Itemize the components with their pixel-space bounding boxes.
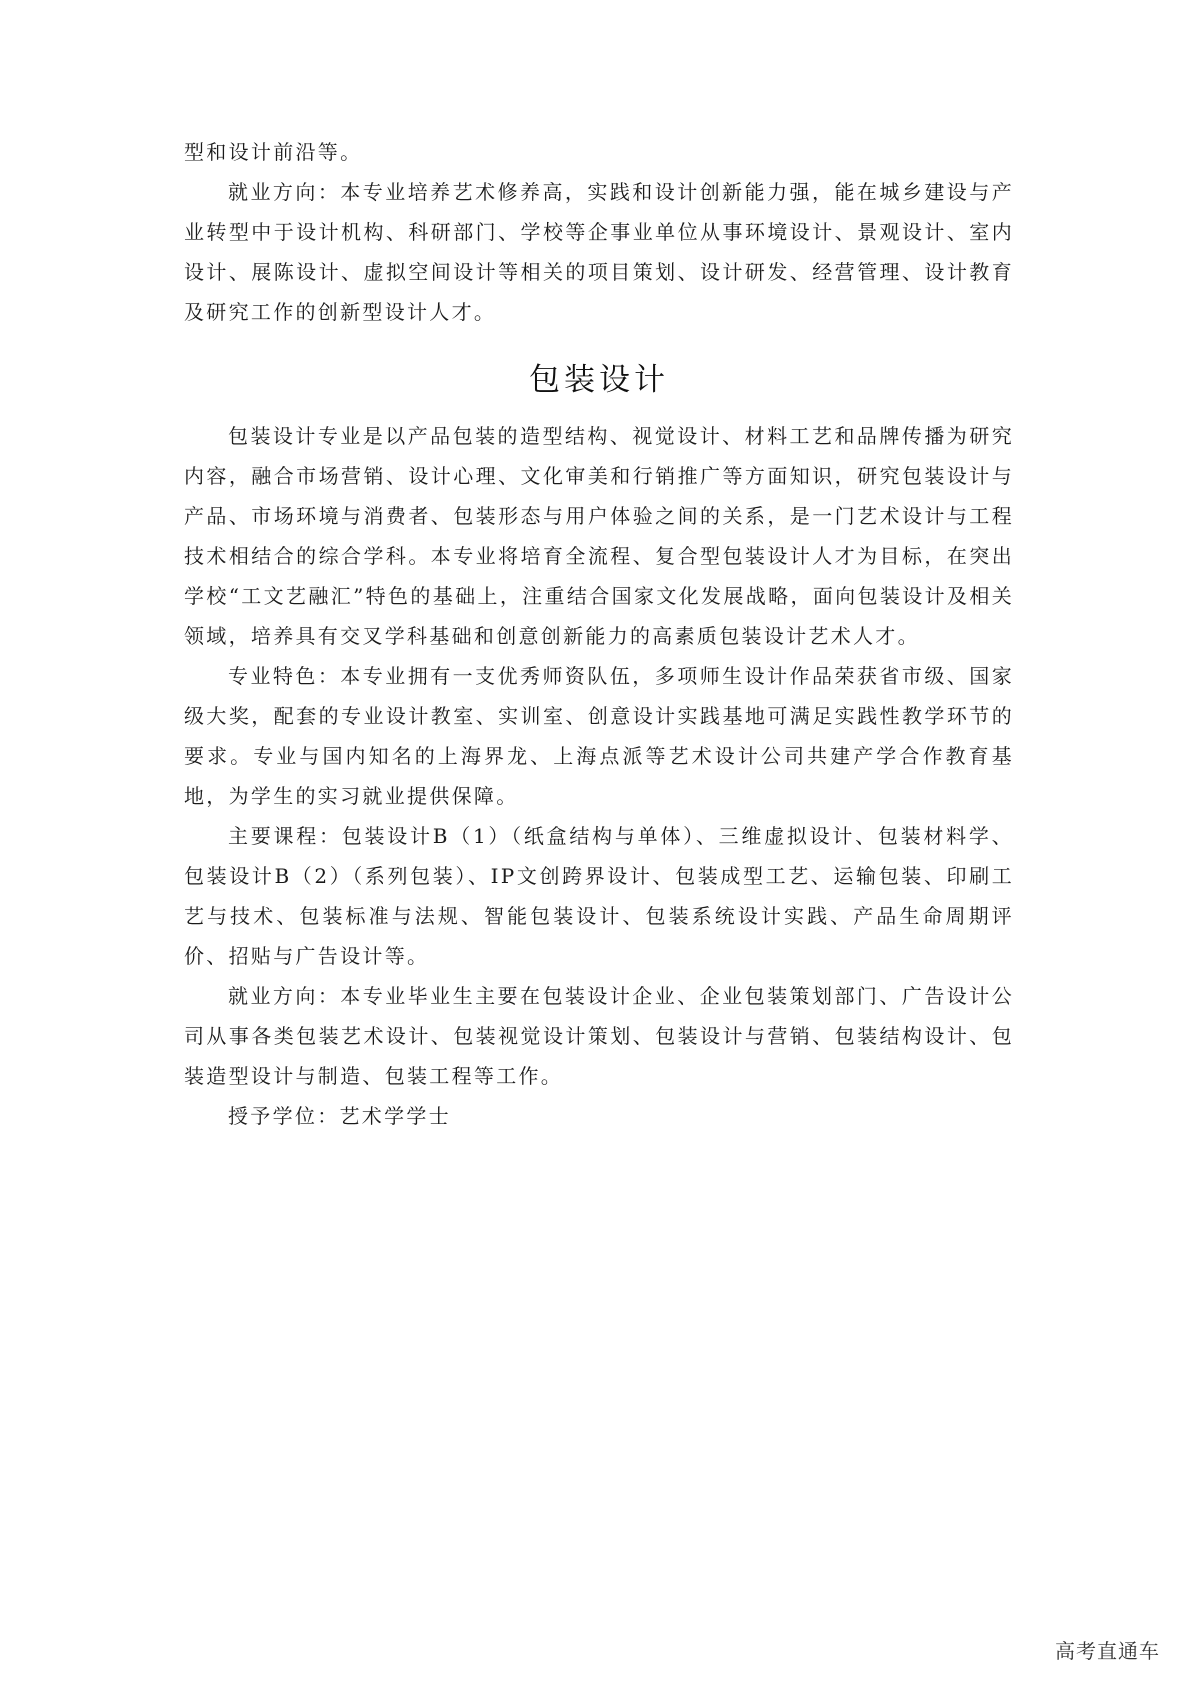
document-body [184,132,1014,1136]
section-courses: 主要课程：包装设计B（1）（纸盒结构与单体）、三维虚拟设计、包装材料学、包装设计B（2）（系列包装）、IP文创跨界设计、包装成型工艺、运输包装、印刷工艺与技术、包装标准与法规、智能包装设计、包装系统设计实践、产品生命周期评价、招贴与广告设计等。 [184,824,1014,968]
section-title: 包装设计 [529,362,669,398]
section-features: 专业特色：本专业拥有一支优秀师资队伍，多项师生设计作品荣获省市级、国家级大奖，配套的专业设计教室、实训室、创意设计实践基地可满足实践性教学环节的要求。专业与国内知名的上海界龙、上海点派等艺术设计公司共建产学合作教育基地，为学生的实习就业提供保障。 [184,664,1014,808]
previous-section-employment: 就业方向：本专业培养艺术修养高，实践和设计创新能力强，能在城乡建设与产业转型中于设计机构、科研部门、学校等企事业单位从事环境设计、景观设计、室内设计、展陈设计、虚拟空间设计等相关的项目策划、设计研发、经营管理、设计教育及研究工作的创新型设计人才。 [184,180,1014,324]
section-intro: 包装设计专业是以产品包装的造型结构、视觉设计、材料工艺和品牌传播为研究内容，融合市场营销、设计心理、文化审美和行销推广等方面知识，研究包装设计与产品、市场环境与消费者、包装形态与用户体验之间的关系，是一门艺术设计与工程技术相结合的综合学科。本专业将培育全流程、复合型包装设计人才为目标，在突出学校“工文艺融汇”特色的基础上，注重结合国家文化发展战略，面向包装设计及相关领域，培养具有交叉学科基础和创意创新能力的高素质包装设计艺术人才。 [184,424,1014,648]
section-degree: 授予学位：艺术学学士 [228,1104,451,1128]
previous-section-continuation: 型和设计前沿等。 [184,140,363,164]
watermark: 高考直通车 [1055,1639,1160,1663]
section-employment: 就业方向：本专业毕业生主要在包装设计企业、企业包装策划部门、广告设计公司从事各类包装艺术设计、包装视觉设计策划、包装设计与营销、包装结构设计、包装造型设计与制造、包装工程等工作。 [184,984,1014,1088]
